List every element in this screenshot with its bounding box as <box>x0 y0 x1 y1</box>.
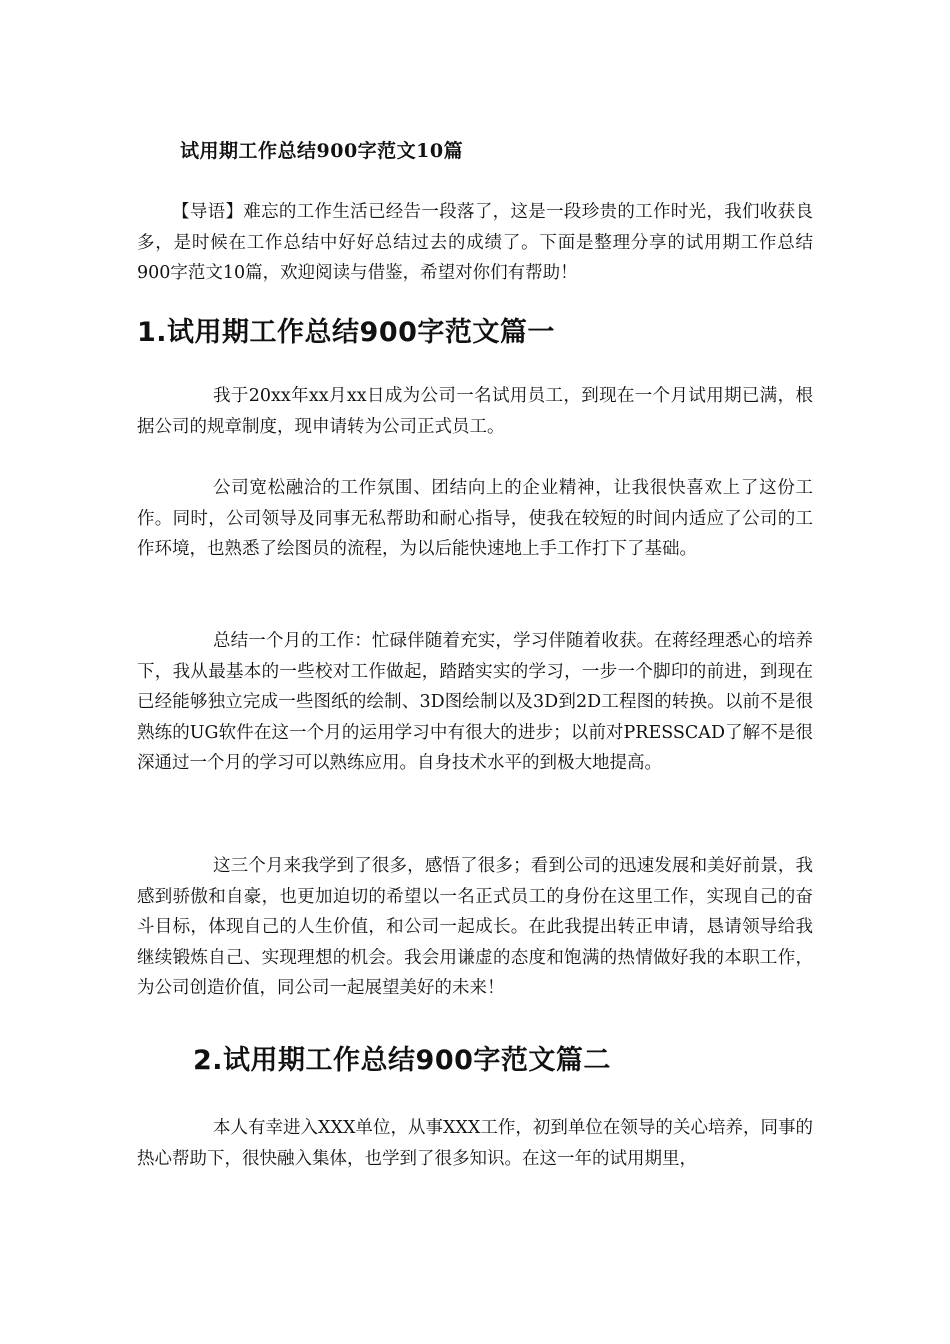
section-1-paragraph-2: 公司宽松融洽的工作氛围、团结向上的企业精神，让我很快喜欢上了这份工作。同时，公司领导及同事无私帮助和耐心指导，使我在较短的时间内适应了公司的工作环境，也熟悉了绘图员的流程，为以后能快速地上手工作打下了基础。 <box>137 478 813 559</box>
section-1-paragraph-1: 我于20xx年xx月xx日成为公司一名试用员工，到现在一个月试用期已满，根据公司的规章制度，现申请转为公司正式员工。 <box>137 386 813 437</box>
intro-paragraph: 【导语】难忘的工作生活已经告一段落了，这是一段珍贵的工作时光，我们收获良多，是时候在工作总结中好好总结过去的成绩了。下面是整理分享的试用期工作总结900字范文10篇，欢迎阅读与借鉴，希望对你们有帮助！ <box>137 202 813 283</box>
section-1-paragraph-3: 总结一个月的工作：忙碌伴随着充实，学习伴随着收获。在蒋经理悉心的培养下，我从最基本的一些校对工作做起，踏踏实实的学习，一步一个脚印的前进，到现在已经能够独立完成一些图纸的绘制、3D图绘制以及3D到2D工程图的转换。以前不是很熟练的UG软件在这一个月的运用学习中有很大的进步；以前对PRESSCAD了解不是很深通过一个月的学习可以熟练应用。自身技术水平的到极大地提高。 <box>137 631 813 773</box>
section-1-heading: 1.试用期工作总结900字范文篇一 <box>137 317 555 348</box>
section-2-paragraph-1: 本人有幸进入XXX单位，从事XXX工作，初到单位在领导的关心培养，同事的热心帮助下，很快融入集体，也学到了很多知识。在这一年的试用期里， <box>137 1118 813 1169</box>
section-2-heading: 2.试用期工作总结900字范文篇二 <box>193 1045 611 1076</box>
section-1-paragraph-4: 这三个月来我学到了很多，感悟了很多；看到公司的迅速发展和美好前景，我感到骄傲和自豪，也更加迫切的希望以一名正式员工的身份在这里工作，实现自己的奋斗目标，体现自己的人生价值，和公司一起成长。在此我提出转正申请，恳请领导给我继续锻炼自己、实现理想的机会。我会用谦虚的态度和饱满的热情做好我的本职工作，为公司创造价值，同公司一起展望美好的未来！ <box>137 856 813 998</box>
document-title: 试用期工作总结900字范文10篇 <box>180 140 464 162</box>
